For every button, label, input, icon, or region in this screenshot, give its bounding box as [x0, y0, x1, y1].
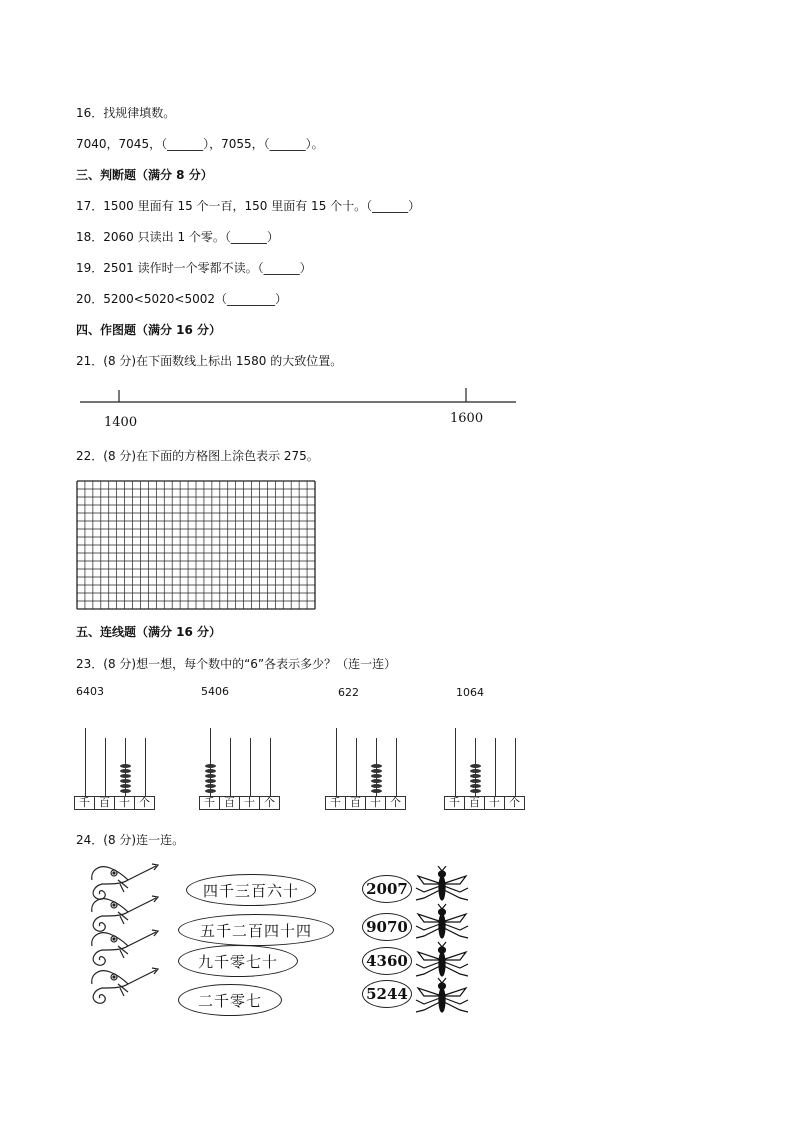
abacus-place-label: 个 [385, 796, 406, 810]
abacus-bead [120, 769, 131, 773]
q19-text: 19．2501 读作时一个零都不读。（______） [76, 261, 312, 275]
abacus-number-3: 622 [338, 686, 359, 699]
abacus-place-label: 个 [134, 796, 155, 810]
abacus-number-2: 5406 [201, 685, 229, 698]
abacus-rod [396, 738, 397, 796]
abacus-number-4: 1064 [456, 686, 484, 699]
abacus-bead [470, 764, 481, 768]
abacus-place-labels [75, 796, 155, 810]
q23-text: 23．(8 分)想一想，每个数中的“6”各表示多少？（连一连） [76, 657, 397, 671]
abacus-bead [120, 764, 131, 768]
q22-text: 22．(8 分)在下面的方格图上涂色表示 275。 [76, 449, 319, 463]
abacus-rod [270, 738, 271, 796]
abacus-bead [120, 784, 131, 788]
q21-text: 21．(8 分)在下面数线上标出 1580 的大致位置。 [76, 354, 343, 368]
abacus-bead [470, 784, 481, 788]
number-bubble-2[interactable]: 9070 [362, 913, 412, 941]
number-line [76, 388, 521, 410]
q17-text: 17．1500 里面有 15 个一百，150 里面有 15 个十。（______） [76, 199, 421, 213]
abacus-bead [371, 779, 382, 783]
abacus-beads [205, 764, 216, 794]
abacus-place-label: 百 [464, 796, 485, 810]
word-bubble-3[interactable]: 九千零七十 [178, 945, 298, 977]
abacus-place-labels [445, 796, 525, 810]
abacus-place-label: 百 [345, 796, 366, 810]
abacus-bead [205, 789, 216, 793]
abacus-bead [205, 779, 216, 783]
abacus-bead [470, 769, 481, 773]
abacus-beads [120, 764, 131, 794]
abacus-bead [371, 769, 382, 773]
word-bubble-2[interactable]: 五千二百四十四 [178, 914, 334, 946]
abacus-place-label: 百 [219, 796, 240, 810]
word-bubble-1[interactable]: 四千三百六十 [186, 874, 316, 906]
abacus-rod [495, 738, 496, 796]
abacus-place-label: 个 [259, 796, 280, 810]
square-grid[interactable] [76, 480, 316, 610]
abacus-1 [75, 728, 155, 810]
abacus-rod [250, 738, 251, 796]
abacus-rod [145, 738, 146, 796]
q16-title: 16．找规律填数。 [76, 106, 176, 120]
abacus-number-1: 6403 [76, 685, 104, 698]
chameleon-icons [88, 862, 168, 1022]
abacus-4 [445, 728, 525, 810]
abacus-bead [120, 779, 131, 783]
section-5-heading: 五、连线题（满分 16 分） [76, 625, 222, 639]
number-bubble-1[interactable]: 2007 [362, 875, 412, 903]
abacus-place-label: 十 [365, 796, 386, 810]
abacus-3 [326, 728, 406, 810]
abacus-bead [205, 784, 216, 788]
abacus-place-label: 百 [94, 796, 115, 810]
abacus-rod [105, 738, 106, 796]
abacus-bead [371, 789, 382, 793]
abacus-place-label: 千 [444, 796, 465, 810]
q18-text: 18．2060 只读出 1 个零。（______） [76, 230, 279, 244]
abacus-bead [205, 774, 216, 778]
abacus-place-label: 个 [504, 796, 525, 810]
abacus-rod [515, 738, 516, 796]
abacus-place-label: 十 [484, 796, 505, 810]
abacus-2 [200, 728, 280, 810]
abacus-place-label: 十 [239, 796, 260, 810]
abacus-rod [455, 728, 456, 796]
abacus-bead [470, 779, 481, 783]
abacus-bead [371, 784, 382, 788]
abacus-place-labels [200, 796, 280, 810]
abacus-rod [230, 738, 231, 796]
abacus-rod [85, 728, 86, 796]
number-bubble-4[interactable]: 5244 [362, 980, 412, 1008]
abacus-place-label: 千 [74, 796, 95, 810]
q20-text: 20．5200<5020<5002（________） [76, 292, 287, 306]
abacus-bead [470, 789, 481, 793]
word-bubble-4[interactable]: 二千零七 [178, 984, 282, 1016]
abacus-place-label: 千 [325, 796, 346, 810]
q16-sequence: 7040，7045，（______），7055，（______）。 [76, 137, 324, 151]
mosquito-icons [410, 866, 474, 1018]
abacus-bead [470, 774, 481, 778]
abacus-place-label: 十 [114, 796, 135, 810]
abacus-beads [470, 764, 481, 794]
section-3-heading: 三、判断题（满分 8 分） [76, 168, 213, 182]
section-4-heading: 四、作图题（满分 16 分） [76, 323, 222, 337]
abacus-bead [205, 764, 216, 768]
number-line-right-label: 1600 [450, 411, 484, 426]
q24-text: 24．(8 分)连一连。 [76, 833, 185, 847]
number-line-left-label: 1400 [104, 415, 138, 430]
abacus-bead [371, 764, 382, 768]
abacus-bead [205, 769, 216, 773]
abacus-beads [371, 764, 382, 794]
abacus-bead [371, 774, 382, 778]
abacus-rod [356, 738, 357, 796]
abacus-rod [336, 728, 337, 796]
abacus-place-label: 千 [199, 796, 220, 810]
number-bubble-3[interactable]: 4360 [362, 947, 412, 975]
abacus-place-labels [326, 796, 406, 810]
abacus-bead [120, 789, 131, 793]
abacus-bead [120, 774, 131, 778]
